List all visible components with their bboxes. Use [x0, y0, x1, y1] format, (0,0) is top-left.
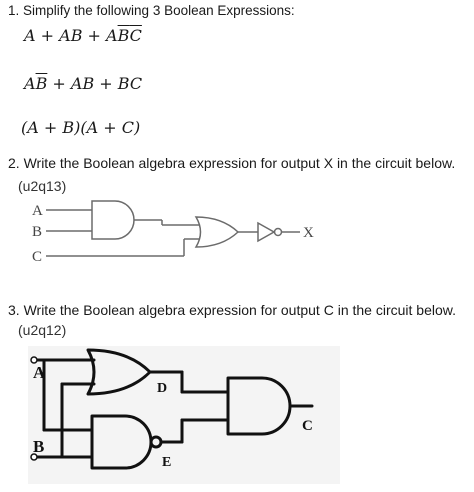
not-gate [258, 223, 274, 241]
circuit-diagram-q2 [0, 195, 330, 270]
expression-1-c-bar: $\overline{C}$ [129, 26, 142, 45]
expression-1 [24, 26, 142, 45]
and-gate [92, 201, 134, 239]
input-label-c: C [32, 249, 43, 265]
output-label-x: X [303, 225, 314, 241]
input-label-b: B [32, 224, 43, 240]
not-bubble [275, 229, 282, 236]
diagram-background [28, 346, 340, 484]
expression-1-main: A + AB + A [24, 26, 118, 45]
input-label-a: A [32, 203, 43, 219]
node-label-e: E [162, 455, 172, 470]
or-gate [196, 217, 238, 247]
output-label-c: C [302, 418, 313, 434]
expression-2-rest: + AB + BC [47, 74, 143, 93]
input-label-b-q3: B [33, 437, 45, 456]
question-2-note: (u2q13) [18, 178, 67, 194]
expression-2-b-bar: $\overline{B}$ [35, 74, 48, 93]
question-3-text: 3. Write the Boolean algebra expression for output C in the circuit below. [8, 302, 456, 318]
input-label-a-q3: A [33, 363, 46, 382]
node-label-d: D [157, 381, 168, 396]
expression-1-b-bar: $\overline{B}$ [117, 26, 130, 45]
circuit-diagram-q3 [0, 340, 340, 490]
expression-2-a: A [24, 74, 36, 93]
expression-3: (A + B)(A + C) [21, 118, 141, 137]
question-3-note: (u2q12) [18, 322, 67, 338]
question-2-text: 2. Write the Boolean algebra expression for output X in the circuit below. [8, 155, 456, 171]
question-1-title: 1. Simplify the following 3 Boolean Expressions: [8, 3, 295, 18]
expression-2 [24, 74, 142, 93]
